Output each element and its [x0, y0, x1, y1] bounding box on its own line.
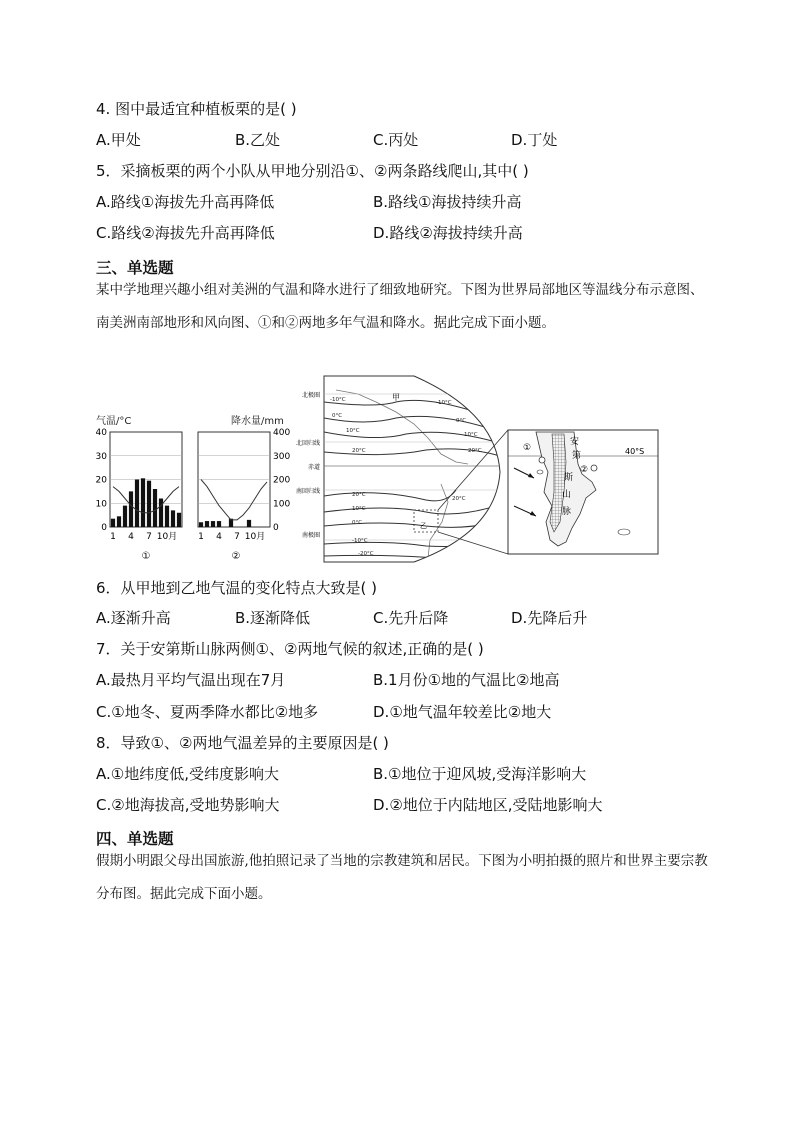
inset-island [537, 470, 543, 474]
chart1-caption: ① [141, 551, 151, 562]
tropic-of-cancer-label: 北回归线 [295, 440, 320, 447]
section3-intro: 某中学地理兴趣小组对美洲的气温和降水进行了细致地研究。下图为世界局部地区等温线分布示意图、南美洲南部地形和风向图、①和②两地多年气温和降水。据此完成下面小题。 [96, 282, 704, 331]
isotherm-label: 10°C [464, 432, 478, 438]
section4-heading: 四、单选题 [96, 830, 174, 848]
precipitation-bar [199, 522, 203, 527]
q6-option-c: C.先升后降 [373, 609, 449, 627]
q6-stem: 6．从甲地到乙地气温的变化特点大致是( ) [96, 579, 378, 597]
chart2-precip-ticks [273, 428, 290, 533]
precipitation-bar [135, 480, 139, 528]
antarctic-circle-label: 南极圈 [301, 532, 320, 539]
q8-option-b: B.①地位于迎风坡,受海洋影响大 [373, 765, 587, 783]
geography-figure [96, 372, 686, 567]
precipitation-bar [117, 516, 121, 527]
q7-option-c: C.①地冬、夏两季降水都比②地多 [96, 703, 319, 721]
isotherm-label: -10°C [436, 400, 452, 406]
place-yi: 乙 [420, 522, 427, 530]
q6-option-b: B.逐渐降低 [235, 609, 311, 627]
chart1-gridlines [110, 456, 182, 504]
q7-stem: 7．关于安第斯山脉两侧①、②两地气候的叙述,正确的是( ) [96, 640, 484, 658]
precipitation-bar [217, 521, 221, 527]
q4-option-d: D.丁处 [511, 131, 558, 149]
equator-label: 赤道 [307, 464, 320, 471]
precipitation-bar [177, 513, 181, 527]
axis-tick-label: 400 [273, 428, 291, 438]
inset-latitude-label: 40°S [625, 447, 645, 456]
precipitation-bar [159, 499, 163, 528]
axis-tick-label: 40 [96, 428, 107, 438]
climate-chart-2 [198, 414, 290, 562]
precipitation-bar [165, 506, 169, 527]
chart1-temp-ticks [96, 428, 107, 533]
isotherm-label: 0°C [352, 520, 363, 526]
mountain-name-char: 第 [572, 451, 582, 461]
q6-option-a: A.逐渐升高 [96, 609, 171, 627]
temp-axis-label: 气温/°C [96, 416, 132, 427]
place-jia: 甲 [392, 393, 400, 402]
q4-stem: 4. 图中最适宜种植板栗的是( ) [96, 100, 297, 118]
inset-point-1-label: ① [523, 443, 532, 453]
q4-option-c: C.丙处 [373, 131, 419, 149]
climate-chart-1 [96, 415, 182, 562]
month-tick-label: 1 [198, 532, 204, 542]
q5-stem: 5．采摘板栗的两个小队从甲地分别沿①、②两条路线爬山,其中( ) [96, 162, 529, 180]
section4-intro: 假期小明跟父母出国旅游,他拍照记录了当地的宗教建筑和居民。下图为小明拍摄的照片和世界主要宗教分布图。据此完成下面小题。 [96, 853, 708, 902]
axis-tick-label: 0 [273, 523, 279, 533]
chart2-gridlines [198, 456, 270, 504]
month-tick-label: 7 [234, 532, 240, 542]
precipitation-bar [147, 481, 151, 527]
isotherm-label: 20°C [468, 448, 482, 454]
tropic-of-capricorn-label: 南回归线 [295, 488, 320, 495]
mountain-name-char: 斯 [564, 473, 574, 483]
q5-option-b: B.路线①海拔持续升高 [373, 193, 522, 211]
month-tick-label: 4 [128, 532, 134, 542]
isotherm-label: 10°C [346, 428, 360, 434]
chart2-bars [199, 519, 251, 527]
inset-point-1-marker [539, 457, 545, 463]
precip-axis-label: 降水量/mm [231, 416, 284, 427]
axis-tick-label: 200 [273, 475, 291, 486]
inset-point-2-marker [591, 465, 597, 471]
q4-option-a: A.甲处 [96, 131, 141, 149]
isotherm-label: 0°C [332, 413, 343, 419]
isotherm-label: -20°C [358, 551, 374, 557]
chart2-month-ticks [198, 531, 265, 542]
isotherm-label: -10°C [352, 538, 368, 544]
month-tick-label: 7 [146, 532, 152, 542]
month-tick-label: 10月 [156, 532, 178, 542]
mountain-name-char: 安 [570, 437, 580, 447]
isotherm-label: 20°C [352, 448, 366, 454]
mountain-name-char: 脉 [562, 507, 572, 517]
precipitation-bar [247, 520, 251, 527]
section3-heading: 三、单选题 [96, 259, 174, 277]
q8-option-c: C.②地海拔高,受地势影响大 [96, 796, 280, 814]
axis-tick-label: 20 [96, 475, 107, 486]
axis-tick-label: 0 [101, 523, 107, 533]
inset-island [618, 529, 630, 535]
q8-stem: 8．导致①、②两地气温差异的主要原因是( ) [96, 734, 389, 752]
axis-tick-label: 30 [96, 451, 107, 462]
q7-option-d: D.①地气温年较差比②地大 [373, 703, 552, 721]
isotherm-label: -10°C [330, 397, 346, 403]
south-america-inset [508, 430, 658, 554]
chart2-temperature-line [201, 480, 267, 520]
q5-option-c: C.路线②海拔先升高再降低 [96, 224, 275, 242]
month-tick-label: 10月 [244, 532, 266, 542]
q7-option-a: A.最热月平均气温出现在7月 [96, 671, 286, 689]
axis-tick-label: 300 [273, 451, 291, 462]
q5-option-d: D.路线②海拔持续升高 [373, 224, 523, 242]
month-tick-label: 1 [110, 532, 116, 542]
precipitation-bar [171, 510, 175, 527]
isotherm-label: 10°C [352, 506, 366, 512]
mountain-name-char: 山 [562, 490, 572, 500]
chart2-caption: ② [231, 551, 241, 562]
isotherm-label: 20°C [352, 492, 366, 498]
isotherm-map [296, 376, 508, 562]
precipitation-bar [211, 521, 215, 527]
q4-option-b: B.乙处 [235, 131, 281, 149]
isotherm-label: 0°C [456, 418, 467, 424]
precipitation-bar [123, 506, 127, 527]
isotherm-label: 20°C [452, 496, 466, 502]
q8-option-d: D.②地位于内陆地区,受陆地影响大 [373, 796, 603, 814]
precipitation-bar [153, 489, 157, 527]
precipitation-bar [205, 521, 209, 527]
precipitation-bar [111, 519, 115, 527]
precipitation-bar [141, 478, 145, 527]
month-tick-label: 4 [216, 532, 222, 542]
q7-option-b: B.1月份①地的气温比②地高 [373, 671, 560, 689]
q5-option-a: A.路线①海拔先升高再降低 [96, 193, 275, 211]
arctic-circle-label: 北极圈 [301, 392, 320, 399]
q8-option-a: A.①地纬度低,受纬度影响大 [96, 765, 279, 783]
chart1-month-ticks [110, 531, 177, 542]
inset-point-2-label: ② [580, 465, 589, 475]
axis-tick-label: 10 [96, 499, 107, 510]
chart1-bars [111, 478, 181, 527]
precipitation-bar [129, 491, 133, 527]
axis-tick-label: 100 [273, 499, 291, 510]
q6-option-d: D.先降后升 [511, 609, 588, 627]
